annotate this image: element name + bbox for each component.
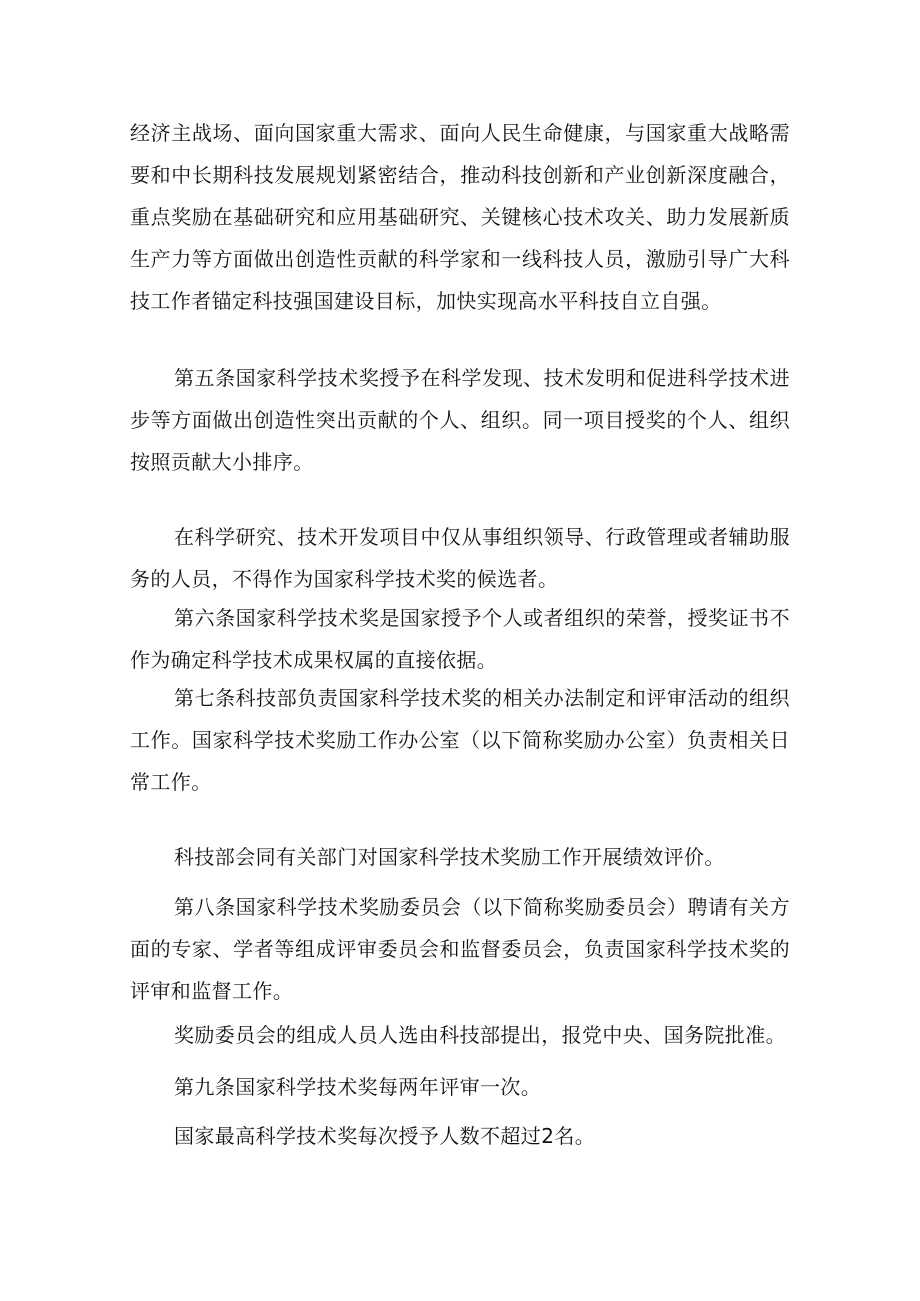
paragraph-article-6: 第六条国家科学技术奖是国家授予个人或者组织的荣誉，授奖证书不作为确定科学技术成果权属的直接依据。 <box>130 606 790 672</box>
paragraph-article-7-note: 科技部会同有关部门对国家科学技术奖励工作开展绩效评价。 <box>174 845 725 869</box>
paragraph-article-8: 第八条国家科学技术奖励委员会（以下简称奖励委员会）聘请有关方面的专家、学者等组成评审委员会和监督委员会，负责国家科学技术奖的评审和监督工作。 <box>130 895 790 1003</box>
paragraph-article-5: 第五条国家科学技术奖授予在科学发现、技术发明和促进科学技术进步等方面做出创造性突出贡献的个人、组织。同一项目授奖的个人、组织按照贡献大小排序。 <box>130 366 790 474</box>
paragraph-article-7: 第七条科技部负责国家科学技术奖的相关办法制定和评审活动的组织工作。国家科学技术奖励工作办公室（以下简称奖励办公室）负责相关日常工作。 <box>130 686 790 794</box>
paragraph-article-9: 第九条国家科学技术奖每两年评审一次。 <box>174 1075 542 1099</box>
paragraph-continuation: 经济主战场、面向国家重大需求、面向人民生命健康，与国家重大战略需要和中长期科技发展规划紧密结合，推动科技创新和产业创新深度融合，重点奖励在基础研究和应用基础研究、关键核心技术攻关、助力发展新质生产力等方面做出创造性贡献的科学家和一线科技人员，激励引导广大科技工作者锚定科技强国建设目标，加快实现高水平科技自立自强。 <box>130 121 790 313</box>
paragraph-article-8-note: 奖励委员会的组成人员人选由科技部提出，报党中央、国务院批准。 <box>174 1023 786 1047</box>
paragraph-article-9-note: 国家最高科学技术奖每次授予人数不超过2名。 <box>174 1124 596 1148</box>
paragraph-article-5-note: 在科学研究、技术开发项目中仅从事组织领导、行政管理或者辅助服务的人员，不得作为国家科学技术奖的候选者。 <box>130 525 790 591</box>
